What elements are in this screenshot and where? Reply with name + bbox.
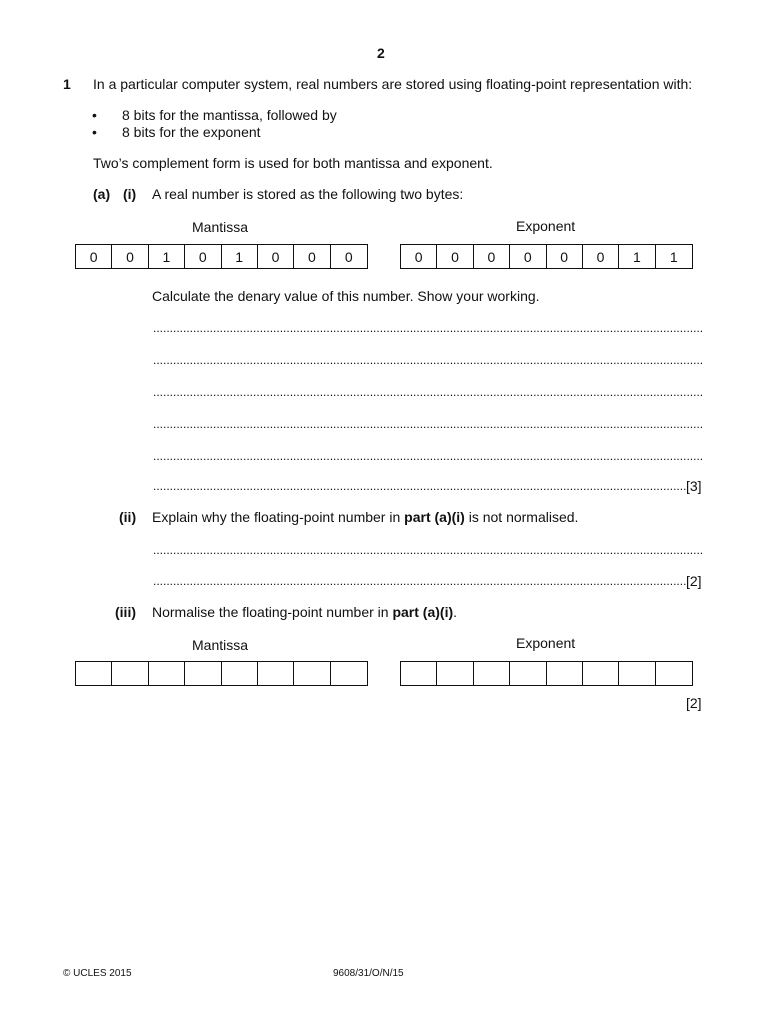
mantissa-bit: 0 xyxy=(112,245,148,268)
exponent-answer-cell[interactable] xyxy=(401,662,437,685)
exponent-answer-cell[interactable] xyxy=(583,662,619,685)
bullet-icon: • xyxy=(92,107,97,123)
exponent-bit: 0 xyxy=(547,245,583,268)
exponent-label: Exponent xyxy=(516,635,576,651)
exponent-bit: 1 xyxy=(619,245,655,268)
mantissa-answer-register xyxy=(75,661,368,686)
question-number: 1 xyxy=(63,76,71,92)
marks-ii: [2] xyxy=(686,573,702,589)
answer-line[interactable] xyxy=(153,448,703,464)
mantissa-bit: 0 xyxy=(344,248,353,265)
answer-line[interactable] xyxy=(153,478,686,494)
answer-line[interactable] xyxy=(153,384,703,400)
mantissa-bit: 0 xyxy=(185,245,221,268)
exponent-answer-cell[interactable] xyxy=(547,662,583,685)
mantissa-answer-cell[interactable] xyxy=(149,662,185,685)
exponent-bit: 0 xyxy=(474,245,510,268)
bullet-item: 8 bits for the mantissa, followed by xyxy=(122,107,337,123)
mantissa-answer-cell[interactable] xyxy=(258,662,294,685)
answer-line[interactable] xyxy=(153,542,703,558)
marks-iii: [2] xyxy=(686,695,702,711)
footer-copyright: © UCLES 2015 xyxy=(63,968,132,979)
mantissa-answer-cell[interactable] xyxy=(76,662,112,685)
marks-i: [3] xyxy=(686,478,702,494)
bullet-icon: • xyxy=(92,124,97,140)
mantissa-answer-cell[interactable] xyxy=(112,662,148,685)
exponent-bit: 1 xyxy=(669,248,678,265)
exponent-bit: 0 xyxy=(583,245,619,268)
question-intro: In a particular computer system, real numbers are stored using floating-point representation with: xyxy=(93,76,693,92)
mantissa-bit: 0 xyxy=(294,245,330,268)
answer-line[interactable] xyxy=(153,573,686,589)
answer-line[interactable] xyxy=(153,352,703,368)
mantissa-bit: 1 xyxy=(222,245,258,268)
part-ii-text: Explain why the floating-point number in part (a)(i) is not normalised. xyxy=(152,509,579,525)
part-a-label: (a) xyxy=(93,186,111,202)
complement-note: Two’s complement form is used for both mantissa and exponent. xyxy=(93,155,493,171)
mantissa-register xyxy=(75,244,368,269)
exponent-answer-cell[interactable] xyxy=(474,662,510,685)
exponent-answer-register xyxy=(400,661,693,686)
part-ii-label: (ii) xyxy=(119,509,137,525)
exponent-bit: 0 xyxy=(437,245,473,268)
mantissa-bit: 0 xyxy=(258,245,294,268)
exponent-answer-cell[interactable] xyxy=(619,662,655,685)
exponent-answer-cell[interactable] xyxy=(656,662,692,685)
mantissa-label: Mantissa xyxy=(192,637,249,653)
page-number: 2 xyxy=(377,45,385,61)
mantissa-answer-cell[interactable] xyxy=(294,662,330,685)
mantissa-answer-cell[interactable] xyxy=(331,662,367,685)
exponent-bit: 0 xyxy=(401,245,437,268)
mantissa-bit: 0 xyxy=(76,245,112,268)
answer-line[interactable] xyxy=(153,320,703,336)
mantissa-label: Mantissa xyxy=(192,219,249,235)
bullet-item: 8 bits for the exponent xyxy=(122,124,261,140)
calculate-prompt: Calculate the denary value of this number. Show your working. xyxy=(152,288,540,304)
exponent-answer-cell[interactable] xyxy=(510,662,546,685)
mantissa-answer-cell[interactable] xyxy=(185,662,221,685)
mantissa-bit: 1 xyxy=(149,245,185,268)
exponent-bit: 0 xyxy=(510,245,546,268)
exponent-answer-cell[interactable] xyxy=(437,662,473,685)
mantissa-answer-cell[interactable] xyxy=(222,662,258,685)
footer-code: 9608/31/O/N/15 xyxy=(333,968,404,979)
exponent-register xyxy=(400,244,693,269)
part-iii-text: Normalise the floating-point number in part (a)(i). xyxy=(152,604,458,620)
part-iii-label: (iii) xyxy=(115,604,136,620)
part-i-label: (i) xyxy=(123,186,137,202)
exponent-label: Exponent xyxy=(516,218,576,234)
part-i-text: A real number is stored as the following two bytes: xyxy=(152,186,464,202)
answer-line[interactable] xyxy=(153,416,703,432)
